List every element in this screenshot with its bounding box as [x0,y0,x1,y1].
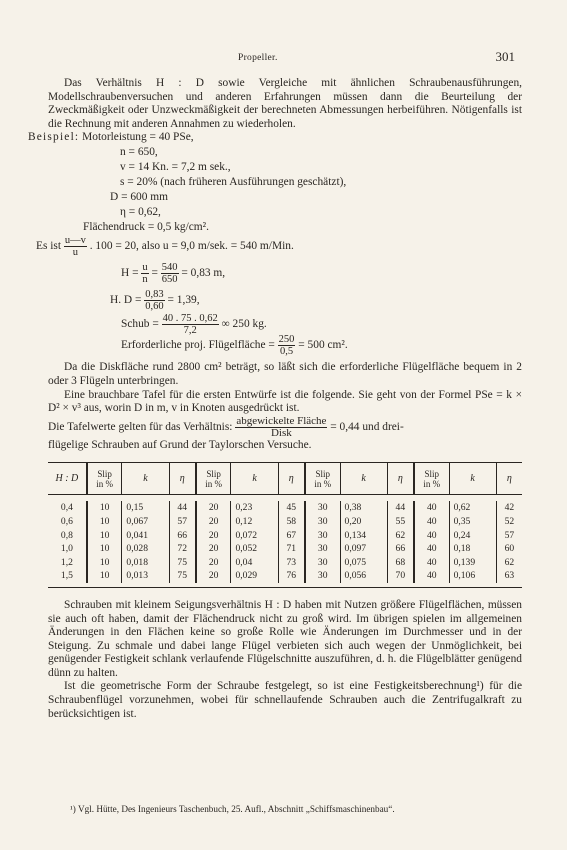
cell-slip: 30 [305,542,340,556]
cell-slip: 40 [414,515,449,529]
cell-k: 0,041 [122,529,169,543]
fraction-numerator: u [142,262,148,274]
fraction-numerator: u—v [64,235,86,247]
cell-eta: 75 [169,569,196,583]
table-row [48,529,522,543]
fraction-denominator: 7,2 [183,325,197,337]
example-line-4: s = 20% (nach früheren Ausführungen geschätzt), [120,176,347,189]
table-row [48,542,522,556]
example-line-7: Flächendruck = 0,5 kg/cm². [83,221,209,234]
header-eta: η [169,463,196,495]
header-slip [87,463,122,495]
cell-eta: 45 [278,501,305,515]
fraction-denominator: 0,5 [279,346,294,358]
page-body [28,77,522,721]
slip-result: . 100 = 20, also u = 9,0 m/sek. = 540 m/Min. [89,240,294,253]
cell-k: 0,23 [231,501,278,515]
cell-k: 0,15 [122,501,169,515]
fraction-denominator: u [72,247,78,259]
cell-slip: 40 [414,501,449,515]
pitch-ratio-equation [110,289,200,312]
cell-pitch-ratio: 1,5 [60,570,73,582]
cell-slip: 20 [196,542,231,556]
equals-sign: = [151,267,158,280]
cell-slip: 10 [87,515,122,529]
header-slip [414,463,449,495]
thrust-result: ∞ 250 kg. [221,318,267,331]
cell-k: 0,067 [122,515,169,529]
cell-k: 0,20 [340,515,387,529]
example-label: Beispiel: [28,131,80,144]
cell-slip: 40 [414,542,449,556]
example-calculation [28,131,522,313]
cell-slip: 10 [87,501,122,515]
example-line-6: η = 0,62, [120,206,161,219]
cell-slip: 10 [87,529,122,543]
header-k: k [449,463,496,495]
cell-slip: 20 [196,569,231,583]
cell-pitch-ratio: 1,2 [60,556,73,568]
motor-power: Motorleistung = 40 PSe, [82,131,194,144]
cell-pitch-ratio: 0,8 [60,529,73,541]
cell-eta: 66 [169,529,196,543]
cell-slip: 30 [305,529,340,543]
header-slip-label: Slip [315,468,330,479]
fraction-denominator: n [142,274,148,286]
thrust-lhs: Schub = [121,318,159,331]
thrust-area-block [48,313,522,357]
cell-eta: 62 [496,556,522,570]
header-slip-label: Slip [97,468,112,479]
header-slip-unit: in % [423,478,441,489]
running-title: Propeller. [238,53,278,63]
cell-k: 0,134 [340,529,387,543]
pitch-result: = 0,83 m, [181,267,226,280]
header-slip [305,463,340,495]
cell-k: 0,028 [122,542,169,556]
pitch-ratio-lhs: H. D = [110,294,142,307]
fraction-thrust [162,313,219,336]
example-line-2: n = 650, [120,146,158,159]
cell-eta: 57 [496,529,522,543]
slip-equation [36,235,294,258]
fraction-numerator: 250 [278,334,295,346]
cell-slip: 10 [87,556,122,570]
blade-area-equation [121,334,348,357]
fraction-blade-area [278,334,296,357]
table-intro-paragraph: Eine brauchbare Tafel für die ersten Entwürfe ist die folgende. Sie geht von der Formel PSe = k × D² × v³ aus, worin D in m, v in Knoten ausgedrückt ist. [48,388,522,415]
pitch-ratio-result: = 1,39, [167,294,200,307]
table-row [48,569,522,583]
cell-k: 0,052 [231,542,278,556]
intro-paragraph: Das Verhältnis H : D sowie Vergleiche mit ähnlichen Schraubenausführungen, Modellschraubenversuchen und anderen Erfahrungen müssen dann die Beurteilung der Zweckmäßigkeit oder Unzweckmäßigkeit der berechneten Abmessungen herbeiführen. Nötigenfalls ist die Rechnung mit anderen Annahmen zu wiederholen. [48,77,522,130]
cell-k: 0,056 [340,569,387,583]
cell-slip: 20 [196,515,231,529]
cell-slip: 20 [196,501,231,515]
cell-k: 0,013 [122,569,169,583]
ratio-line [48,416,522,439]
header-slip [196,463,231,495]
fraction-denominator: 0,60 [145,301,164,313]
cell-eta: 66 [387,542,414,556]
ratio-prefix: Die Tafelwerte gelten für das Verhältnis: [48,420,233,433]
cell-eta: 72 [169,542,196,556]
cell-k: 0,38 [340,501,387,515]
cell-slip: 10 [87,569,122,583]
fraction-u-n [141,262,148,285]
example-line-1 [28,131,194,145]
header-slip-unit: in % [96,478,113,489]
cell-eta: 44 [169,501,196,515]
cell-eta: 75 [169,556,196,570]
header-slip-unit: in % [205,478,223,489]
fraction-540-650 [161,262,179,285]
cell-k: 0,029 [231,569,278,583]
cell-k: 0,072 [231,529,278,543]
cell-eta: 52 [496,515,522,529]
cell-eta: 76 [278,569,305,583]
cell-pitch-ratio: 0,6 [60,515,73,527]
cell-k: 0,18 [449,542,496,556]
cell-k: 0,075 [340,556,387,570]
cell-pitch-ratio: 0,4 [60,502,73,514]
fraction-numerator: 540 [161,262,178,274]
header-k: k [340,463,387,495]
header-k: k [122,463,169,495]
cell-k: 0,097 [340,542,387,556]
cell-eta: 55 [387,515,414,529]
page-header [0,49,567,65]
cell-eta: 57 [169,515,196,529]
fraction-numerator: 0,83 [145,289,164,301]
cell-eta: 44 [387,501,414,515]
cell-eta: 62 [387,529,414,543]
blade-area-lhs: Erforderliche proj. Flügelfläche = [121,339,275,352]
strength-paragraph: Ist die geometrische Form der Schraube festgelegt, so ist eine Festigkeitsberechnung¹) für die Schraubenflügel vorzunehmen, wobei für schnellaufende Schrauben auch die Zentrifugalkraft zu berücksichtigen ist. [48,680,522,720]
cell-pitch-ratio: 1,0 [60,543,73,555]
cell-eta: 42 [496,501,522,515]
header-slip-label: Slip [206,468,221,479]
fraction-area-ratio [235,416,327,439]
example-line-3: v = 14 Kn. = 7,2 m sek., [120,161,231,174]
cell-k: 0,35 [449,515,496,529]
fraction-denominator: Disk [270,426,292,439]
cell-k: 0,018 [122,556,169,570]
cell-slip: 40 [414,556,449,570]
page-number: 301 [495,49,515,64]
header-k: k [231,463,278,495]
cell-k: 0,62 [449,501,496,515]
cell-slip: 20 [196,556,231,570]
slip-paragraph: Schrauben mit kleinem Seigungsverhältnis H : D haben mit Nutzen größere Flügelflächen, müssen sie auch oft haben, damit der Flächendruck nicht zu groß wird. Im übrigen spielen im allgemeinen Änderungen in den Flächen keine so große Rolle wie Änderungen im Durchmesser und in der Steigung. Zu schmale und dabei lange Flügel verbieten sich auch wegen der Unmöglichkeit, bei genügender Festigkeit schlank verlaufende Flügelschnitte auszuführen, d. h. die Flügelblätter genügend dünn zu halten. [48,598,522,679]
cell-k: 0,12 [231,515,278,529]
cell-eta: 70 [387,569,414,583]
cell-slip: 30 [305,515,340,529]
header-eta: η [387,463,414,495]
propeller-table [48,462,522,588]
cell-k: 0,24 [449,529,496,543]
blade-area-result: = 500 cm². [298,339,348,352]
cell-slip: 30 [305,569,340,583]
cell-k: 0,04 [231,556,278,570]
footnote: ¹) Vgl. Hütte, Des Ingenieurs Taschenbuch, 25. Aufl., Abschnitt „Schiffsmaschinenbau“. [70,804,395,814]
pitch-lhs: H = [121,267,139,280]
header-pitch-ratio: H : D [48,463,87,495]
cell-slip: 10 [87,542,122,556]
table-row [48,515,522,529]
cell-slip: 40 [414,529,449,543]
example-line-5: D = 600 mm [110,191,168,204]
cell-slip: 30 [305,501,340,515]
pitch-equation [121,262,225,285]
cell-eta: 58 [278,515,305,529]
header-slip-label: Slip [424,468,439,479]
header-eta: η [278,463,305,495]
thrust-equation [121,313,267,336]
cell-slip: 30 [305,556,340,570]
cell-eta: 73 [278,556,305,570]
header-slip-unit: in % [314,478,332,489]
cell-slip: 20 [196,529,231,543]
ratio-line-continuation: flügelige Schrauben auf Grund der Taylorschen Versuche. [48,438,312,451]
cell-k: 0,106 [449,569,496,583]
cell-slip: 40 [414,569,449,583]
table-row [48,556,522,570]
cell-eta: 67 [278,529,305,543]
fraction-u-v [64,235,87,258]
cell-k: 0,139 [449,556,496,570]
es-ist-label: Es ist [36,240,62,253]
fraction-numerator: abgewickelte Fläche [236,414,327,427]
table-header-row [48,463,522,495]
disk-paragraph: Da die Diskfläche rund 2800 cm² beträgt, so läßt sich die erforderliche Flügelfläche bequem in 2 oder 3 Flügeln unterbringen. [48,361,522,387]
cell-eta: 68 [387,556,414,570]
cell-eta: 60 [496,542,522,556]
fraction-pitch-ratio [144,289,164,312]
fraction-numerator: 40 . 75 . 0,62 [162,313,218,325]
fraction-denominator: 650 [161,274,178,286]
header-eta: η [496,463,522,495]
ratio-suffix: = 0,44 und drei- [330,420,404,433]
cell-eta: 71 [278,542,305,556]
table-row [48,501,522,515]
cell-eta: 63 [496,569,522,583]
